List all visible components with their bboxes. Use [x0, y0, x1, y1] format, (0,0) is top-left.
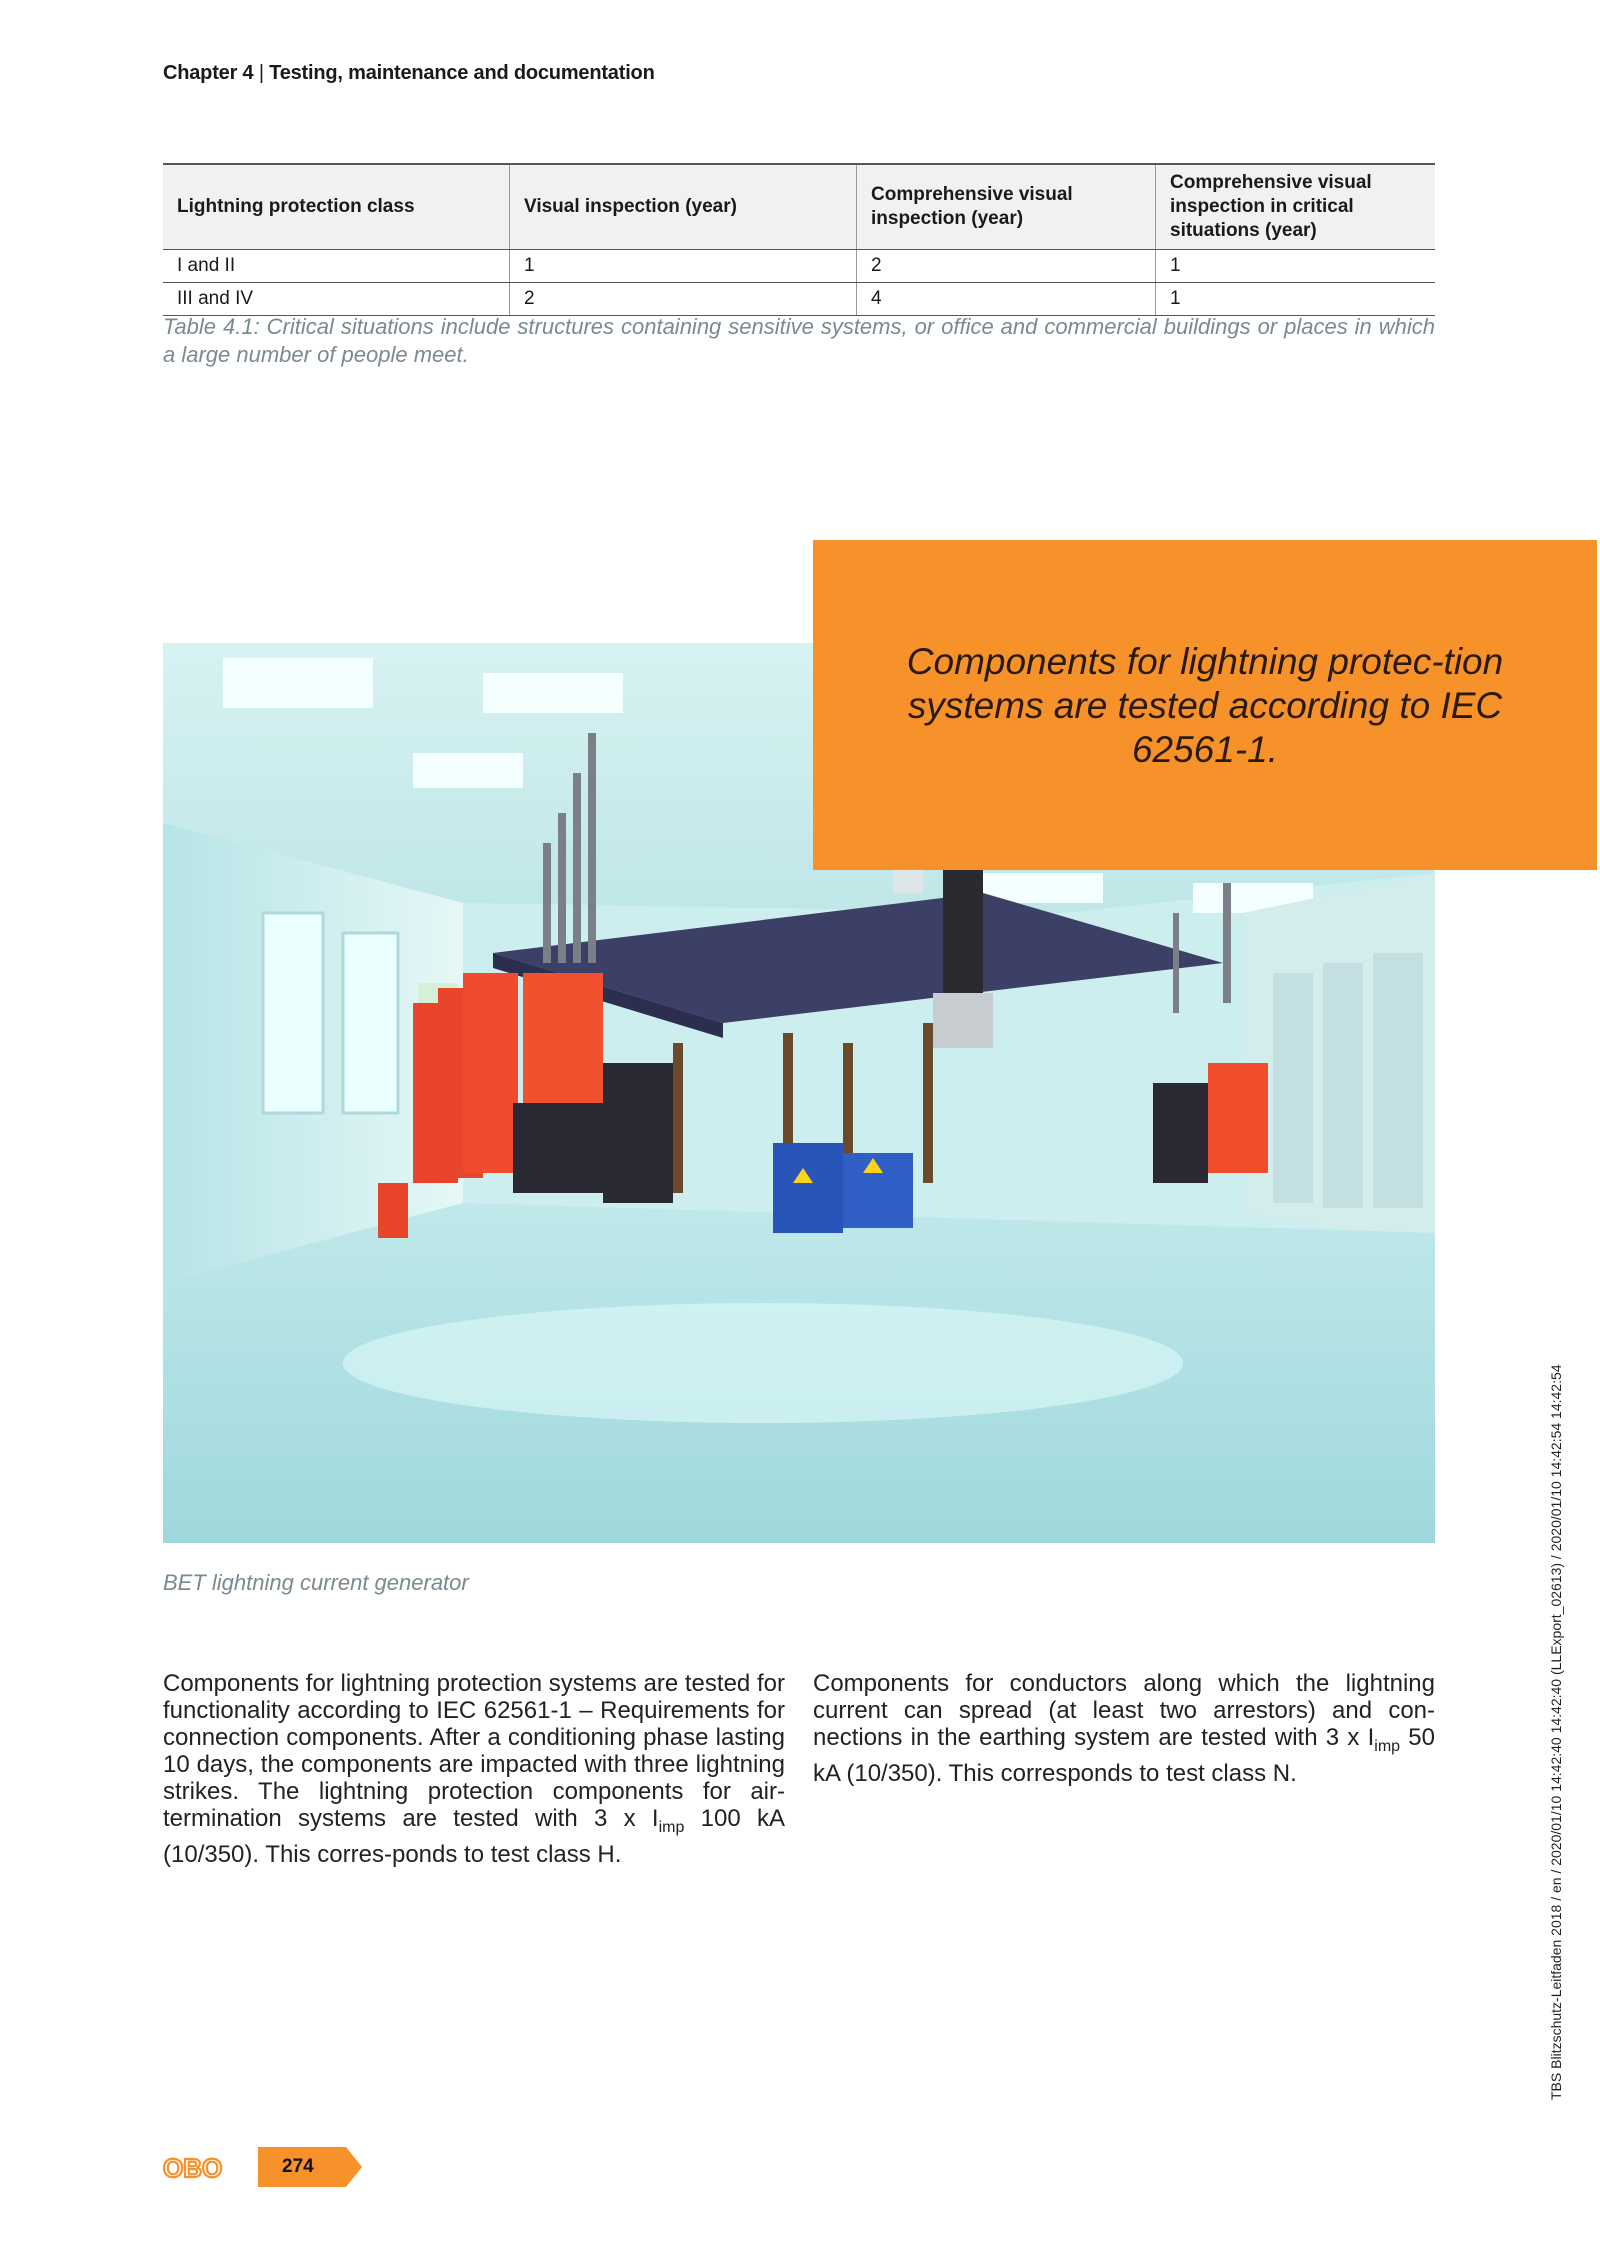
table-cell: 2 [510, 283, 857, 316]
table-cell: III and IV [163, 283, 510, 316]
table-row [163, 283, 1435, 316]
page-number: 274 [282, 2156, 314, 2177]
table-header-cell: Comprehensive visual inspection in critical situations (year) [1156, 164, 1436, 250]
side-note: TBS Blitzschutz-Leitfaden 2018 / en / 2020/01/10 14:42:40 14:42:40 (LLExport_02613) / 2020/01/10 14:42:54 14:42:54 [1548, 1364, 1564, 2100]
header-separator: | [258, 62, 264, 84]
body-left-sub: imp [658, 1818, 685, 1836]
logo-text: OBO [163, 2155, 223, 2181]
body-left-part1: Components for lightning protection systems are tested for functionality according to IEC 62561-1 – Requirements for connection components. After a conditioning phase lasting 10 days, the components are impacted with three lightning strikes. The lightning protection components for air-termination systems are tested with 3 x I [163, 1670, 785, 1832]
body-right-sub: imp [1374, 1737, 1401, 1755]
table-header-row [163, 164, 1435, 250]
quote-box [813, 540, 1597, 870]
table-cell: 1 [1156, 250, 1436, 283]
chapter-header [163, 62, 655, 85]
table-header-cell: Visual inspection (year) [510, 164, 857, 250]
photo-caption: BET lightning current generator [163, 1570, 469, 1595]
body-right-part1: Components for conductors along which the lightning current can spread (at least two arrestors) and con-nections in the earthing system are tested with 3 x I [813, 1670, 1435, 1751]
body-right-part2: 50 kA (10/350). This corresponds to test class N. [813, 1724, 1435, 1787]
table-header-cell: Lightning protection class [163, 164, 510, 250]
table-caption: Table 4.1: Critical situations include structures containing sensitive systems, or office and commercial buildings or places in which a large number of people meet. [163, 314, 1435, 367]
table-row [163, 250, 1435, 283]
body-text-left [163, 1670, 785, 1868]
table-cell: 2 [857, 250, 1156, 283]
table-cell: 4 [857, 283, 1156, 316]
table-cell: 1 [510, 250, 857, 283]
table-header-cell: Comprehensive visual inspection (year) [857, 164, 1156, 250]
chapter-label: Chapter 4 [163, 62, 254, 84]
section-title: Testing, maintenance and documentation [269, 62, 655, 84]
obo-logo-icon [163, 2155, 239, 2181]
body-text-right [813, 1670, 1435, 1787]
quote-text: Components for lightning protec-tion systems are tested according to IEC 62561-1. [906, 641, 1504, 770]
table-cell: 1 [1156, 283, 1436, 316]
inspection-table [163, 163, 1435, 316]
table-cell: I and II [163, 250, 510, 283]
body-left-part2: 100 kA (10/350). This corres-ponds to test class H. [163, 1805, 786, 1868]
